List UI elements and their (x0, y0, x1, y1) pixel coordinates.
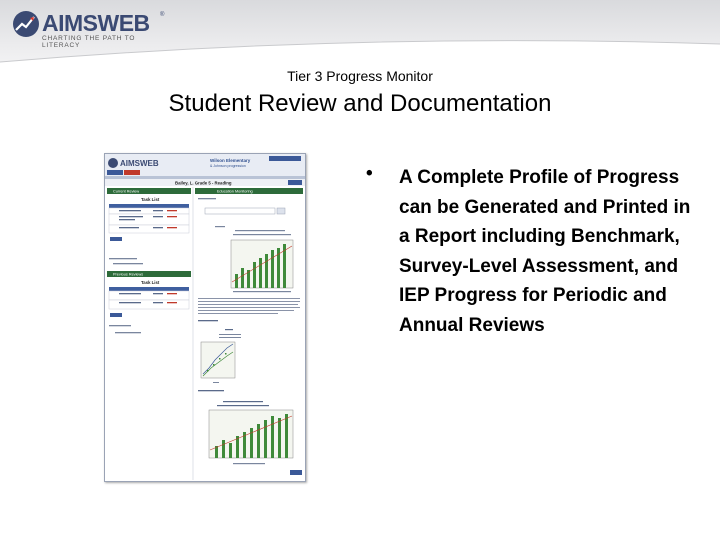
logo-chart-icon (12, 10, 40, 38)
app-logo-text: AIMSWEB (120, 159, 159, 168)
app-nav-tab-1 (107, 170, 123, 175)
progress-chart-1 (215, 226, 293, 292)
logo-text: AIMSWEB (42, 10, 150, 36)
progress-chart-3 (209, 401, 293, 464)
svg-text:Previous Reviews: Previous Reviews (113, 272, 144, 277)
add-task-button-1 (110, 237, 122, 241)
bullet-marker: • (366, 163, 373, 184)
app-nav-tab-2 (124, 170, 140, 175)
aimsweb-logo (12, 10, 172, 49)
app-school-name: Wilson Elementary (210, 158, 251, 163)
app-bottom-button (290, 470, 302, 475)
app-top-button (269, 156, 301, 161)
logo-tagline: CHARTING THE PATH TO LITERACY (42, 35, 136, 49)
svg-text:Current Review: Current Review (113, 189, 140, 194)
measure-select (205, 208, 275, 214)
app-print-button (288, 180, 302, 185)
task-list-title-1: Task List (141, 197, 160, 202)
logo-trademark: ® (160, 12, 165, 18)
app-subschool: & Johnson progression (210, 164, 246, 168)
progress-chart-2 (201, 329, 241, 383)
add-task-button-2 (110, 313, 122, 317)
slide-title: Student Review and Documentation (168, 90, 552, 117)
slide-subtitle: Tier 3 Progress Monitor (287, 68, 433, 84)
report-screenshot-drawing (105, 154, 305, 481)
app-student-line: Bailey, L. Grade 5 - Reading (175, 180, 232, 186)
task-list-title-2: Task List (141, 280, 160, 285)
task-rows-1 (109, 208, 189, 233)
report-screenshot (104, 153, 306, 482)
app-logo-icon (108, 158, 118, 168)
svg-text:Education Monitoring: Education Monitoring (217, 189, 253, 194)
bullet-text: A Complete Profile of Progress can be Generated and Printed in a Report including Benchmark, Survey-Level Assessment, and IEP Progress for Periodic and Annual Reviews (399, 167, 691, 336)
